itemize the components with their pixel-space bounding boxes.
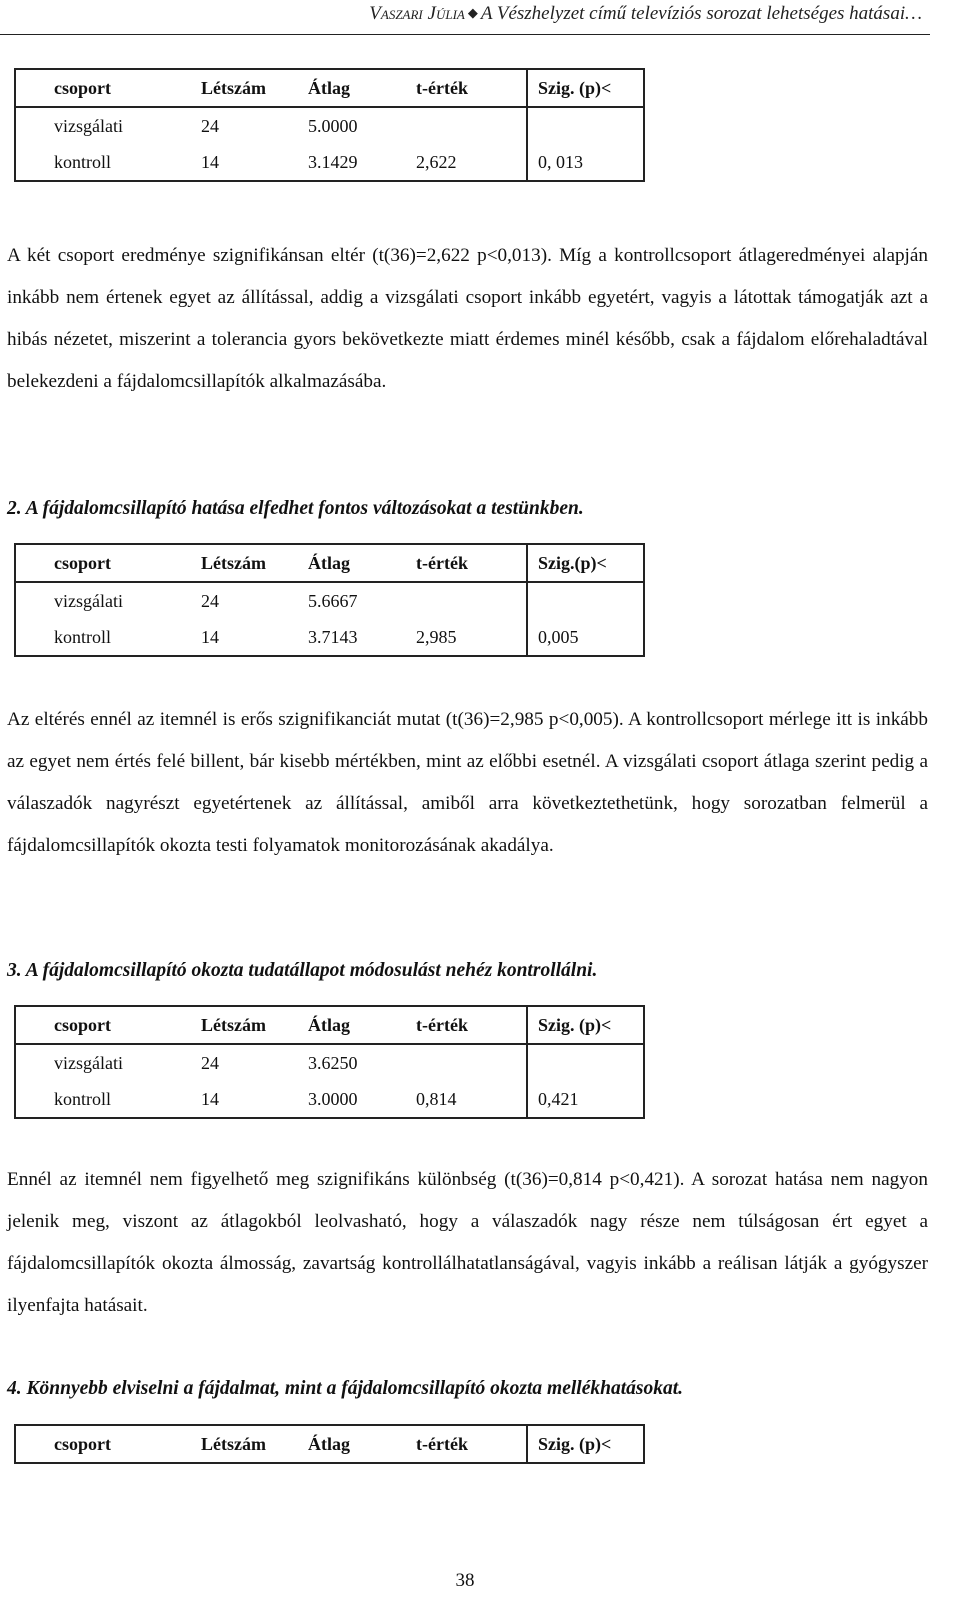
table-cell: 0,421 (538, 1088, 579, 1109)
table-cell: 2,985 (416, 619, 527, 656)
col-header: Átlag (308, 69, 416, 107)
header-author-first: Vaszari (369, 3, 423, 24)
table-cell: 5.6667 (308, 590, 358, 611)
col-header: t-érték (416, 69, 527, 107)
col-header: Szig. (p)< (538, 1433, 612, 1454)
running-header (0, 0, 930, 35)
col-header: Átlag (308, 544, 416, 582)
table-cell: 0,005 (538, 626, 579, 647)
table-cell: 24 (201, 590, 219, 611)
col-header: Szig. (p)< (527, 69, 644, 107)
heading-4: 4. Könnyebb elviselni a fájdalmat, mint a fájdalomcsillapító okozta mellékhatásokat. (7, 1378, 684, 1399)
table-cell: 14 (201, 626, 219, 647)
table-cell: 24 (201, 115, 219, 136)
col-header: Létszám (201, 1433, 266, 1454)
table-cell: 2,622 (416, 144, 527, 181)
table-header-row (15, 1006, 644, 1044)
col-header: csoport (15, 69, 201, 107)
col-header: t-érték (416, 1006, 527, 1044)
col-header: Létszám (201, 544, 308, 582)
table-cell: 0, 013 (538, 151, 583, 172)
header-title: A Vészhelyzet című televíziós sorozat lehetséges hatásai… (480, 3, 922, 24)
running-header-text (369, 3, 922, 25)
table-cell: 3.1429 (308, 151, 358, 172)
table-row (15, 619, 644, 656)
table-header-row (15, 1425, 644, 1463)
col-header: csoport (15, 1006, 201, 1044)
table-cell: 3.6250 (308, 1052, 358, 1073)
table-cell: kontroll (54, 151, 111, 172)
table-cell: vizsgálati (54, 1052, 123, 1073)
stats-table-4 (14, 1424, 645, 1464)
col-header: Létszám (201, 69, 308, 107)
table-cell: vizsgálati (54, 115, 123, 136)
table-cell (527, 582, 644, 619)
table-header-row (15, 69, 644, 107)
col-header: Létszám (201, 1006, 308, 1044)
col-header: Szig.(p)< (527, 544, 644, 582)
col-header: Szig. (p)< (527, 1006, 644, 1044)
col-header: csoport (15, 544, 201, 582)
table-cell: 14 (201, 1088, 219, 1109)
paragraph-1: A két csoport eredménye szignifikánsan eltér (t(36)=2,622 p<0,013). Míg a kontrollcsoport átlageredményei alapján inkább nem értenek egyet az állítással, addig a vizsgálati csoport inkább egyetért, vagyis a látottak támogatják azt a hibás nézetet, miszerint a tolerancia gyors bekövetkezte miatt érdemes minél később, csak a fájdalom előrehaladtával belekezdeni a fájdalomcsillapítók alkalmazásába. (7, 245, 928, 392)
table-row (15, 582, 644, 619)
table-cell: 5.0000 (308, 115, 358, 136)
diamond-icon: ◆ (467, 5, 478, 20)
table-cell: 14 (201, 151, 219, 172)
col-header: t-érték (416, 544, 527, 582)
page-number: 38 (455, 1570, 475, 1591)
paragraph-2: Az eltérés ennél az itemnél is erős szignifikanciát mutat (t(36)=2,985 p<0,005). A kontrollcsoport mérlege itt is inkább az egyet nem értés felé billent, bár kisebb mértékben, mint az előbbi esetnél. A vizsgálati csoport átlaga szerint pedig a válaszadók nagyrészt egyetértenek az állítással, amiből arra következtethetünk, hogy sorozatban felmerül a fájdalomcsillapítók okozta testi folyamatok monitorozásának akadálya. (7, 709, 928, 856)
col-header: csoport (54, 1433, 111, 1454)
table-cell: 0,814 (416, 1081, 527, 1118)
table-cell (416, 1044, 527, 1081)
table-row (15, 1044, 644, 1081)
table-cell (527, 1044, 644, 1081)
table-header-row (15, 544, 644, 582)
stats-table-3 (14, 1005, 645, 1119)
col-header: t-érték (416, 1425, 527, 1463)
stats-table-1 (14, 68, 645, 182)
table-row (15, 107, 644, 144)
heading-3: 3. A fájdalomcsillapító okozta tudatállapot módosulást nehéz kontrollálni. (7, 960, 598, 981)
table-cell (527, 107, 644, 144)
table-row (15, 144, 644, 181)
heading-2: 2. A fájdalomcsillapító hatása elfedhet fontos változásokat a testünkben. (7, 498, 584, 519)
stats-table-2 (14, 543, 645, 657)
table-cell: kontroll (54, 1088, 111, 1109)
table-cell: 24 (201, 1052, 219, 1073)
table-cell (416, 582, 527, 619)
paragraph-3: Ennél az itemnél nem figyelhető meg szignifikáns különbség (t(36)=0,814 p<0,421). A sorozat hatása nem nagyon jelenik meg, viszont az átlagokból leolvasható, hogy a válaszadók nagy része nem túlságosan ért egyet a fájdalomcsillapítók okozta álmosság, zavartság kontrollálhatatlanságával, vagyis inkább a reálisan látják a gyógyszer ilyenfajta hatásait. (7, 1169, 928, 1316)
table-cell: vizsgálati (54, 590, 123, 611)
table-row (15, 1081, 644, 1118)
table-cell: 3.7143 (308, 626, 358, 647)
table-cell (416, 107, 527, 144)
col-header: Átlag (308, 1433, 350, 1454)
header-author-last: Júlia (427, 3, 465, 24)
table-cell: 3.0000 (308, 1088, 358, 1109)
col-header: Átlag (308, 1006, 416, 1044)
table-cell: kontroll (54, 626, 111, 647)
